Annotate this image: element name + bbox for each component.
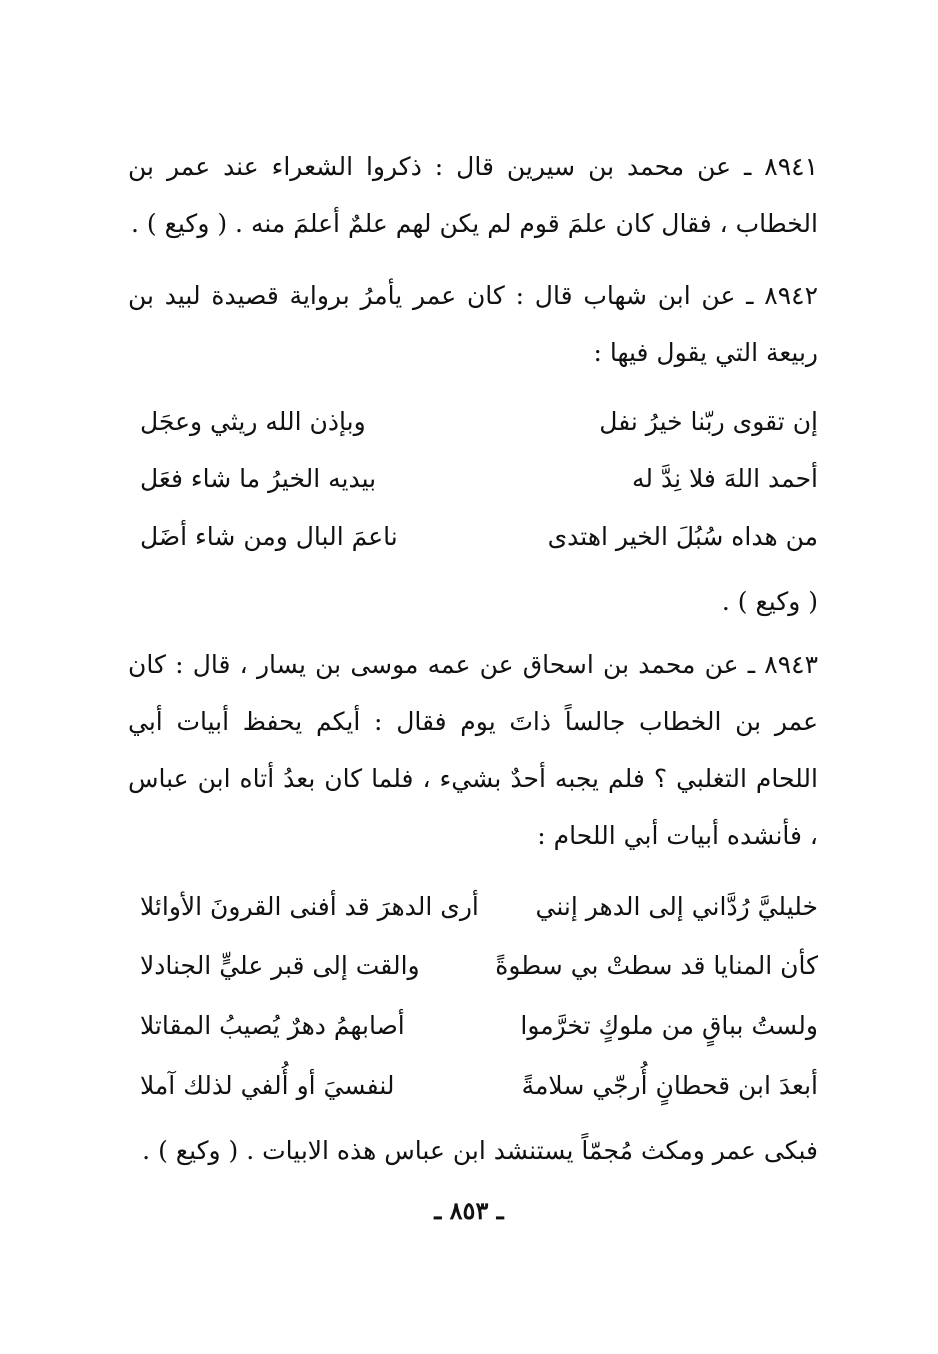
source-citation: ( وكيع ) . [721,587,818,616]
verse-line [140,393,818,450]
verse-first-hemistich: من هداه سُبُلَ الخير اهتدى [547,522,818,551]
verse-first-hemistich: أحمد اللهَ فلا نِدَّ له [632,464,818,493]
closing-line: فبكى عمر ومكث مُجمّاً يستنشد ابن عباس هذه الابيات . ( وكيع ) . [142,1136,818,1165]
verse-line [140,450,818,507]
verse-second-hemistich: بيديه الخيرُ ما شاء فعَل [140,464,377,493]
verse-line [140,878,818,935]
verse-first-hemistich: إن تقوى ربّنا خيرُ نفل [599,407,818,436]
entry-8943: ٨٩٤٣ ـ عن محمد بن اسحاق عن عمه موسى بن يسار ، قال : كان عمر بن الخطاب جالساً ذاتَ يوم فقال : أيكم يحفظ أبيات أبي اللحام التغلبي ؟ فلم يجبه أحدٌ بشيء ، فلما كان بعدُ أتاه ابن عباس ، فأنشده أبيات أبي اللحام : [128,650,818,850]
verse-line [140,997,818,1054]
verse-second-hemistich: لنفسيَ أو أُلفي لذلك آملا [140,1071,395,1100]
verse-second-hemistich: والقت إلى قبر عليٍّ الجنادلا [140,951,420,980]
verse-line [140,937,818,994]
entry-8941: ٨٩٤١ ـ عن محمد بن سيرين قال : ذكروا الشعراء عند عمر بن الخطاب ، فقال كان علمَ قوم لم يكن لهم علمٌ أعلمَ منه . ( وكيع ) . [128,152,818,238]
verse-second-hemistich: ناعمَ البال ومن شاء أضَل [140,522,398,551]
verse-first-hemistich: كأن المنايا قد سطتْ بي سطوةً [495,951,818,980]
verse-first-hemistich: ولستُ بباقٍ من ملوكٍ تخرَّموا [520,1011,818,1040]
verse-first-hemistich: خليليَّ رُدَّاني إلى الدهر إنني [535,892,818,921]
page-number: ـ ٨٥٣ ـ [434,1196,504,1225]
verse-first-hemistich: أبعدَ ابن قحطانٍ أُرجّي سلامةً [521,1071,818,1100]
verse-second-hemistich: وبإذن الله ريثي وعجَل [140,407,366,436]
verse-second-hemistich: أصابهمُ دهرٌ يُصيبُ المقاتلا [140,1011,405,1040]
verse-line [140,508,818,565]
entry-8942: ٨٩٤٢ ـ عن ابن شهاب قال : كان عمر يأمرُ برواية قصيدة لبيد بن ربيعة التي يقول فيها : [128,281,818,367]
verse-second-hemistich: أرى الدهرَ قد أفنى القرونَ الأوائلا [140,892,479,921]
verse-line [140,1057,818,1114]
